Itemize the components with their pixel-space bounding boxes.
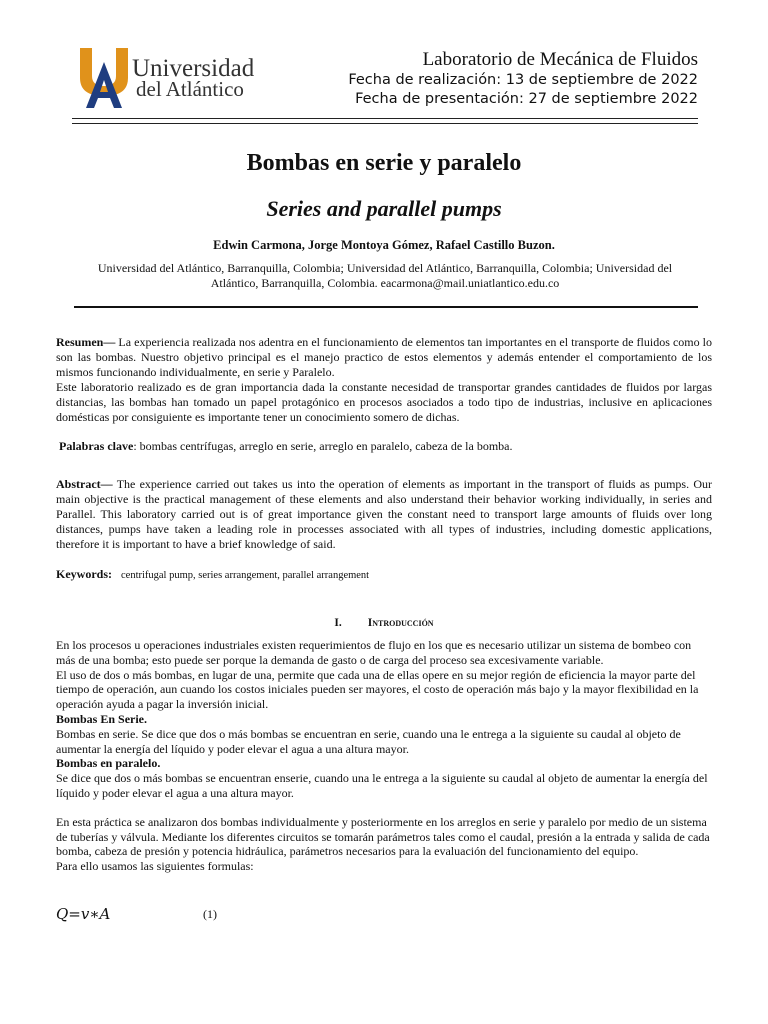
paper-title: Bombas en serie y paralelo [246,150,522,176]
resumen-paragraph-2: Este laboratorio realizado es de gran importancia dada la constante necesidad de transportar grandes cantidades de fluidos por largas distancias, las bombas han tomado un papel protagónico en procesos asociados a todo tipo de industrias, inclusive en aplicaciones domésticas por consiguiente es importante tener un conocimiento somero de dichas. [56,380,712,424]
intro-paragraph-1: En los procesos u operaciones industriales existen requerimientos de flujo en los que es necesario utilizar un sistema de bombeo con más de una bomba; esto puede ser porque la demanda de gasto o de carga del proceso sea excesivamente variable. [56,638,692,667]
paragraph-bombas-serie: Bombas en serie. Se dice que dos o más bombas se encuentran en serie, cuando una le entrega a la siguiente su caudal al objeto de aumentar la energía del líquido y poder elevar el agua a una altura mayor. [56,726,681,756]
abstract-section [56,477,712,552]
paragraph-practica: En esta práctica se analizaron dos bombas individualmente y posteriormente en los arreglos en serie y paralelo por medio de un sistema de tuberías y válvula. Mediante los diferentes circuitos se tomarán parámetros tales como el caudal, presión a la entrada y salida de cada bomba, cabeza de presión y potencia hidráulica, parámetros necesarios para la evaluación del funcionamiento del equipo. [56,814,710,859]
paper-authors: Edwin Carmona, Jorge Montoya Gómez, Rafael Castillo Buzon. [213,238,555,252]
abstract-text: The experience carried out takes us into the operation of elements as important in the transport of fluids as pumps. Our main objective is the practical management of these elements and also understand their behavior working individually, in series and Parallel. This laboratory carried out is of great importance given the constant need to transport large amounts of fluids over long distances, pumps have taken a leading role in processes associated with all types of industries, including domestic applications, therefore it is important to have a brief knowledge of said. [56,477,712,551]
paragraph-bombas-paralelo: Se dice que dos o más bombas se encuentran enserie, cuando una le entrega a la siguiente su caudal al objeto de aumentar la energía del líquido y poder elevar el agua a una altura mayor. [56,771,708,800]
keywords-text: centrifugal pump, series arrangement, parallel arrangement [121,570,370,581]
keywords-label: Keywords: [56,567,112,581]
lab-header [348,49,698,109]
section-number: I. [334,617,342,629]
lab-title: Laboratorio de Mecánica de Fluidos [422,49,698,70]
heading-bombas-serie: Bombas En Serie. [56,711,148,726]
formula-1-number: (1) [203,907,217,921]
abstract-label: Abstract— [56,477,113,491]
keywords-section [56,567,712,583]
heading-bombas-paralelo: Bombas en paralelo. [56,756,161,771]
resumen-section [56,335,712,425]
palabras-clave-text: : bombas centrífugas, arreglo en serie, arreglo en paralelo, cabeza de la bomba. [133,439,513,453]
resumen-text-1: La experiencia realizada nos adentra en el funcionamiento de elementos tan importantes en el transporte de fluidos como lo son las bombas. Nuestro objetivo principal es el manejo practico de estos elementos y además entender el comportamiento de los mismos funcionando individualmente, en serie y Paralelo. [56,335,712,379]
resumen-label: Resumen— [56,335,116,349]
paper-affiliation: Universidad del Atlántico, Barranquilla, Colombia; Universidad del Atlántico, Barranquilla, Colombia; Universidad del Atlántico, Barranquilla, Colombia. eacarmona@mail.uniatlantico.edu.co [97,261,673,290]
formula-1: Q=v∗A [56,905,111,923]
section-heading-introduccion [0,617,768,629]
section-title: Introducción [367,617,434,629]
title-divider [74,306,698,308]
date-presented: Fecha de presentación: 27 de septiembre 2022 [355,91,698,107]
intro-paragraph-2: El uso de dos o más bombas, en lugar de una, permite que cada una de ellas opere en su mejor región de eficiencia la mayor parte del tiempo de operación, aun cuando los costos iniciales pueden ser mayores, el costo de operación más bajo y la mayor flexibilidad en la operación ayuda a pagar la inversión inicial. [56,667,699,712]
palabras-clave-label: Palabras clave [59,439,134,453]
university-logo-icon [78,46,130,110]
introduccion-body [56,638,712,874]
university-logo [78,46,258,112]
palabras-clave-section [59,439,715,454]
paragraph-formulas-intro: Para ello usamos las siguientes formulas: [56,859,254,874]
paper-subtitle: Series and parallel pumps [266,196,502,221]
logo-wordmark-line2: del Atlántico [136,77,244,101]
logo-wordmark-line1: Universidad [132,55,255,82]
header-divider [72,118,698,124]
resumen-paragraph-1 [56,335,712,380]
date-done: Fecha de realización: 13 de septiembre de 2022 [348,72,698,88]
